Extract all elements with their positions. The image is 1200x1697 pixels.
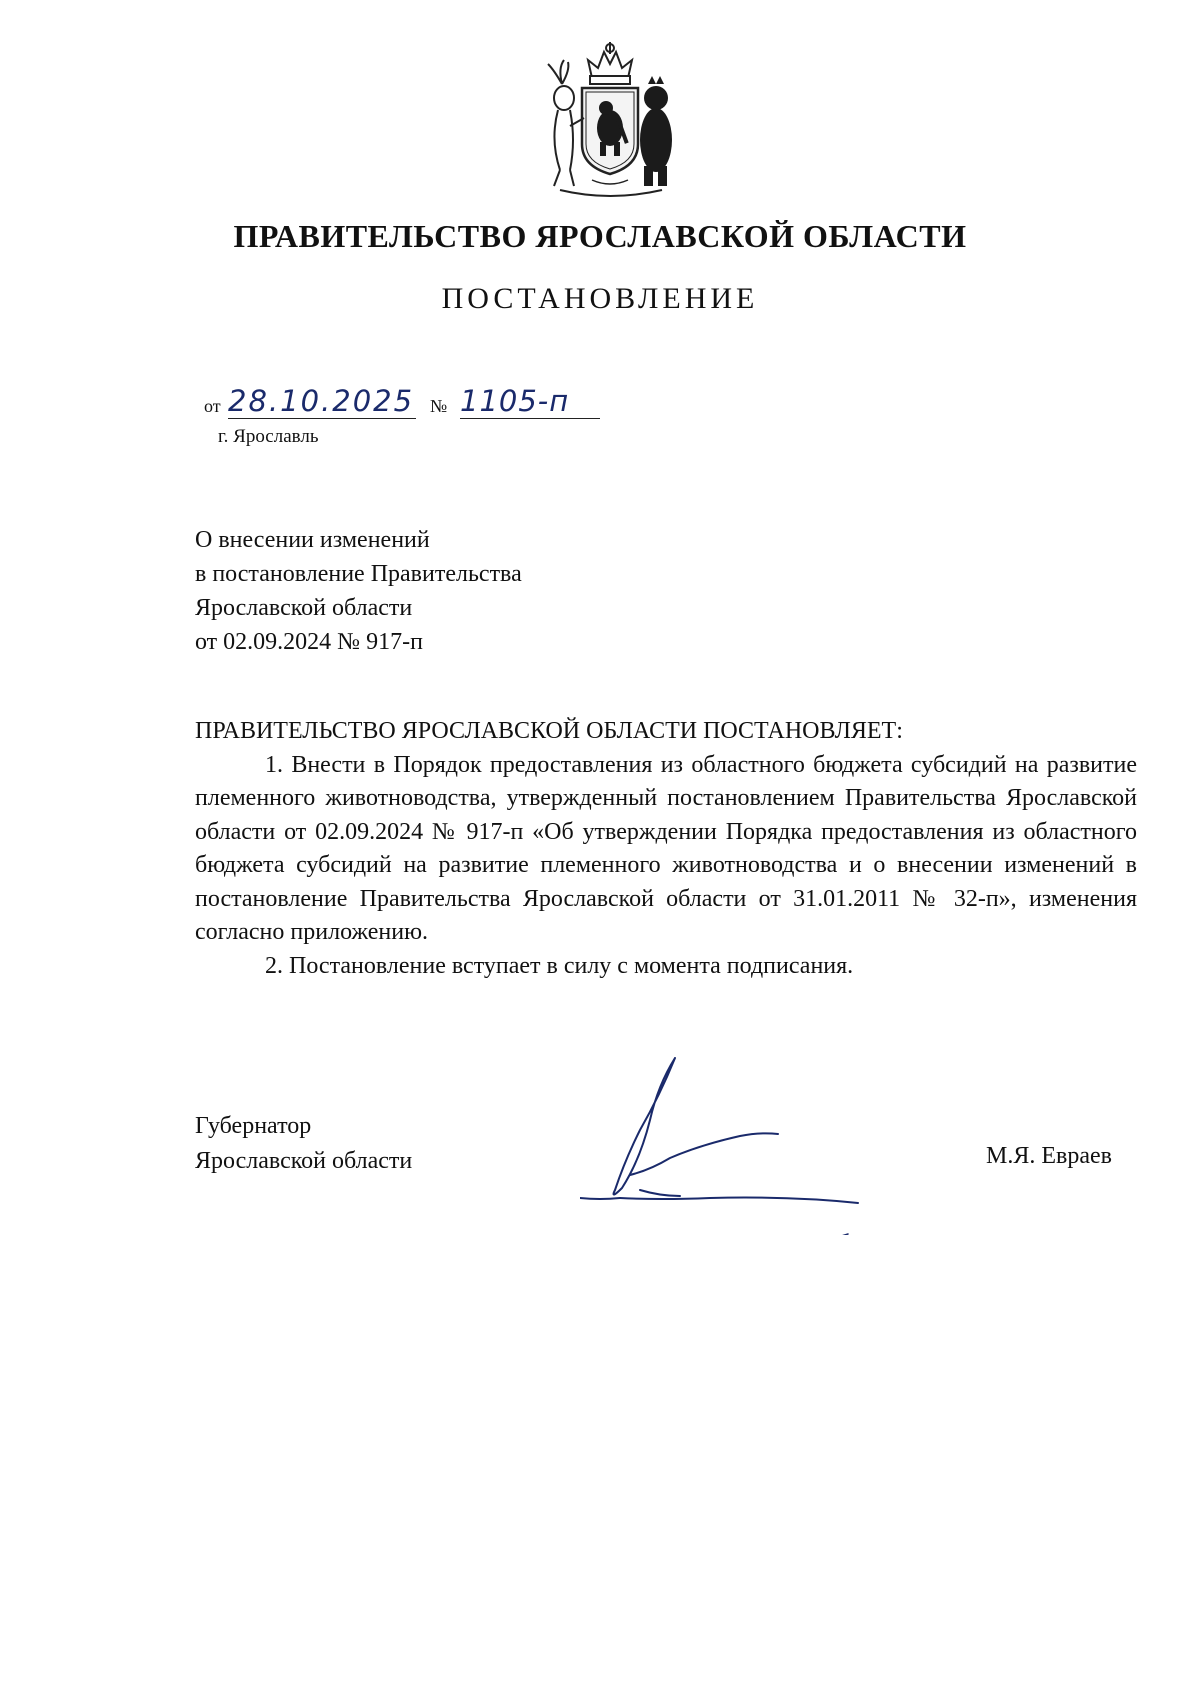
subject-line: Ярославской области: [195, 595, 413, 621]
signer-position: [195, 1109, 412, 1179]
signer-position-line: Губернатор: [195, 1113, 312, 1139]
document-number: 1105-п: [460, 384, 600, 419]
document-date: 28.10.2025: [228, 384, 415, 418]
paragraph-1: 1. Внести в Порядок предоставления из областного бюджета субсидий на развитие племенного животноводства, утвержденный постановлением Правительства Ярославской области от 02.09.2024 № 917-п «Об утверждении Порядка предоставления из областного бюджета субсидий на развитие племенного животноводства и о внесении изменений в постановление Правительства Ярославской области от 31.01.2011 № 32-п», изменения согласно приложению.: [195, 751, 1137, 945]
date-prefix: от: [204, 396, 221, 416]
subject-line: О внесении изменений: [195, 527, 430, 553]
document-body: [195, 715, 1137, 983]
document-subject: [195, 523, 522, 659]
signer-name: М.Я. Евраев: [986, 1143, 1112, 1169]
paragraph-2: 2. Постановление вступает в силу с момента подписания.: [265, 952, 854, 979]
subject-line: в постановление Правительства: [195, 561, 522, 587]
signer-position-line: Ярославской области: [195, 1148, 413, 1174]
resolution-heading: ПРАВИТЕЛЬСТВО ЯРОСЛАВСКОЙ ОБЛАСТИ ПОСТАНОВЛЯЕТ:: [195, 718, 903, 744]
handwritten-signature-icon: [580, 1050, 940, 1235]
coat-of-arms-icon: [540, 40, 680, 200]
registration-line: [204, 384, 624, 428]
document-type: ПОСТАНОВЛЕНИЕ: [441, 282, 759, 315]
organization-title: ПРАВИТЕЛЬСТВО ЯРОСЛАВСКОЙ ОБЛАСТИ: [233, 218, 967, 254]
number-prefix: №: [430, 396, 448, 416]
subject-line: от 02.09.2024 № 917-п: [195, 629, 423, 655]
city: г. Ярославль: [218, 426, 319, 447]
